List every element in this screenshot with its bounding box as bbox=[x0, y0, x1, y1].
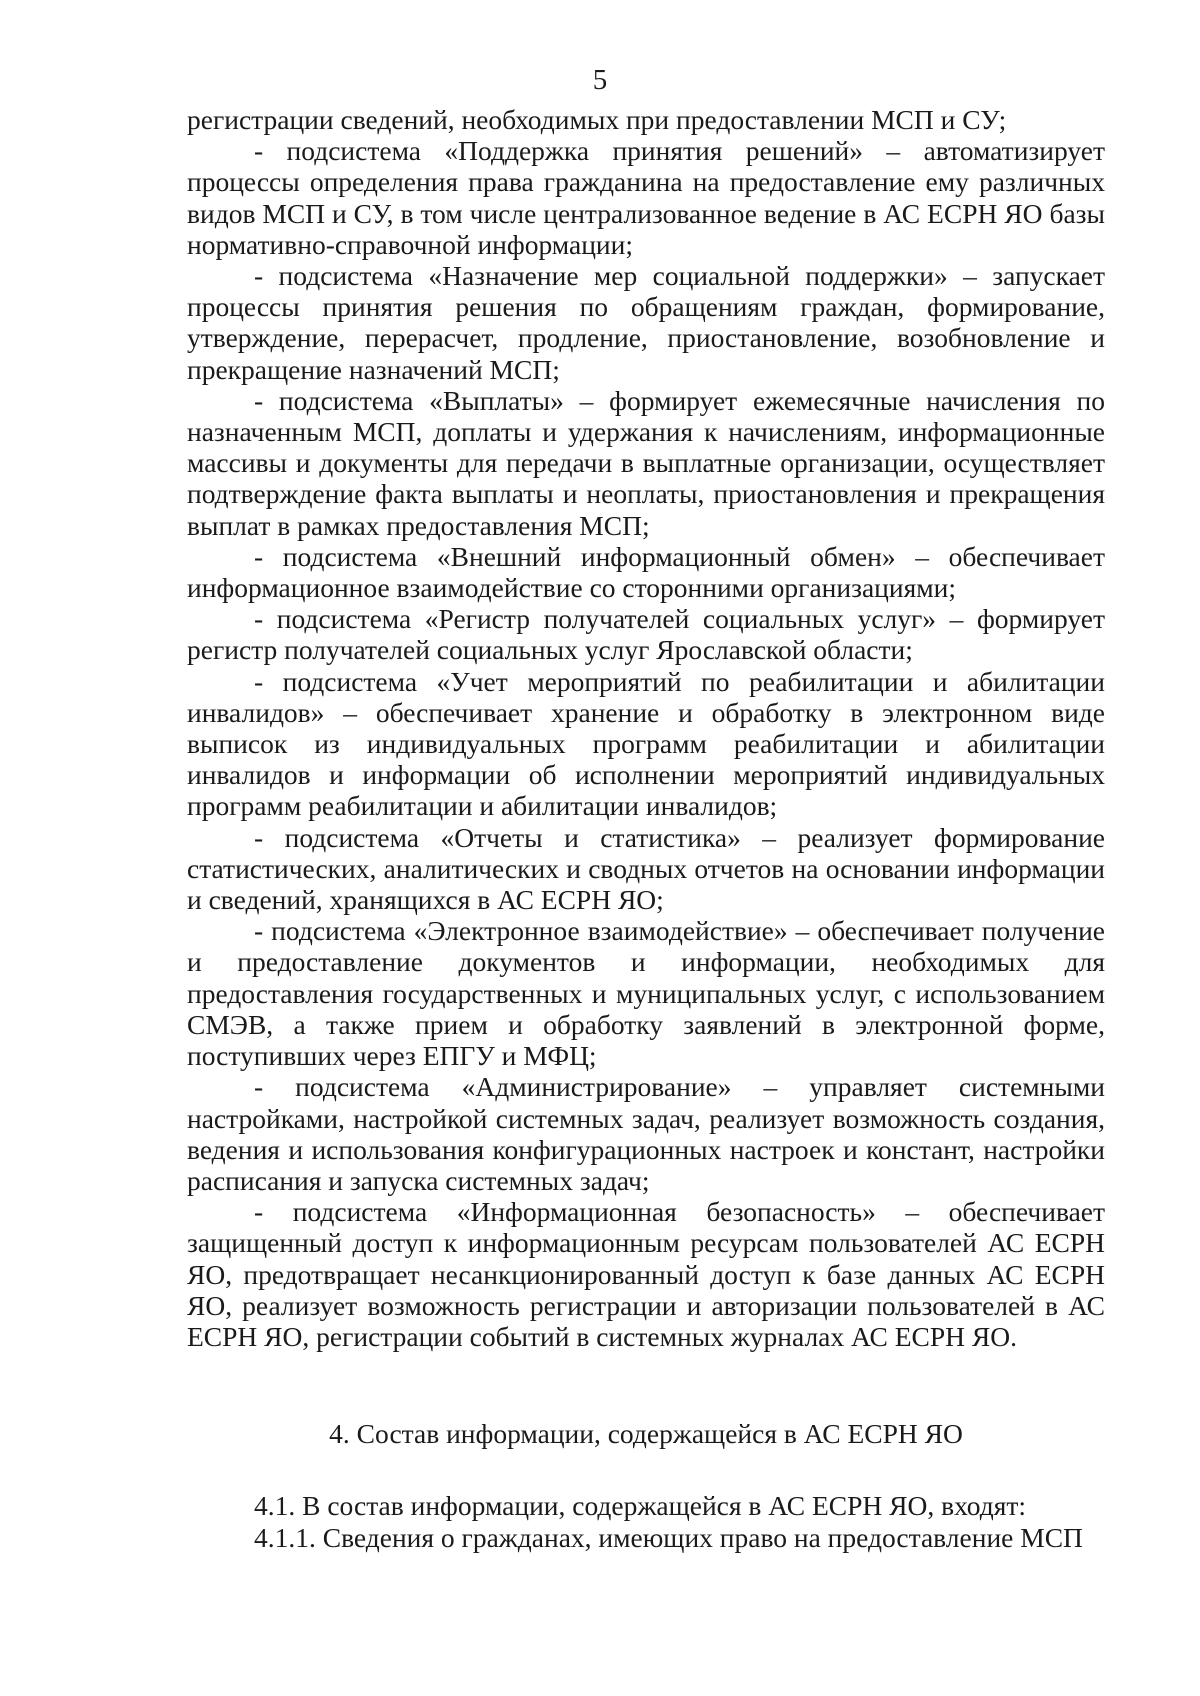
bullet-reports: - подсистема «Отчеты и статистика» – реализует формирование статистических, аналитических и сводных отчетов на основании информации и сведений, хранящихся в АС ЕСРН ЯО; bbox=[187, 821, 1105, 916]
page-number: 5 bbox=[592, 64, 608, 96]
sub-item-4-1-1: 4.1.1. Сведения о гражданах, имеющих право на предоставление МСП bbox=[254, 1521, 1083, 1553]
bullet-rehabilitation: - подсистема «Учет мероприятий по реабилитации и абилитации инвалидов» – обеспечивает хранение и обработку в электронном виде выписок из индивидуальных программ реабилитации и абилитации инвалидов и информации об исполнении мероприятий индивидуальных программ реабилитации и абилитации инвалидов; bbox=[187, 665, 1105, 822]
bullet-administration: - подсистема «Администрирование» – управляет системными настройками, настройкой системных задач, реализует возможность создания, ведения и использования конфигурационных настроек и констант, настройки расписания и запуска системных задач; bbox=[187, 1071, 1105, 1196]
sub-item-4-1: 4.1. В состав информации, содержащейся в АС ЕСРН ЯО, входят: bbox=[254, 1490, 1027, 1521]
section-heading: 4. Состав информации, содержащейся в АС ЕСРН ЯО bbox=[329, 1418, 963, 1449]
intro-paragraph: регистрации сведений, необходимых при предоставлении МСП и СУ; bbox=[187, 104, 1007, 135]
bullet-recipients-register: - подсистема «Регистр получателей социальных услуг» – формирует регистр получателей социальных услуг Ярославской области; bbox=[187, 603, 1105, 666]
body-text bbox=[187, 104, 1105, 1352]
bullet-information-security: - подсистема «Информационная безопасность» – обеспечивает защищенный доступ к информационным ресурсам пользователей АС ЕСРН ЯО, предотвращает несанкционированный доступ к базе данных АС ЕСРН ЯО, реализует возможность регистрации и авторизации пользователей в АС ЕСРН ЯО, регистрации событий в системных журналах АС ЕСРН ЯО. bbox=[187, 1196, 1105, 1352]
bullet-payments: - подсистема «Выплаты» – формирует ежемесячные начисления по назначенным МСП, доплаты и удержания к начислениям, информационные массивы и документы для передачи в выплатные организации, осуществляет подтверждение факта выплаты и неоплаты, приостановления и прекращения выплат в рамках предоставления МСП; bbox=[187, 384, 1105, 541]
sub-items bbox=[187, 1490, 1105, 1553]
bullet-decision-support: - подсистема «Поддержка принятия решений» – автоматизирует процессы определения права гражданина на предоставление ему различных видов МСП и СУ, в том числе централизованное ведение в АС ЕСРН ЯО базы нормативно-справочной информации; bbox=[187, 135, 1105, 260]
bullet-social-support-assignment: - подсистема «Назначение мер социальной поддержки» – запускает процессы принятия решения по обращениям граждан, формирование, утверждение, перерасчет, продление, приостановление, возобновление и прекращение назначений МСП; bbox=[187, 260, 1105, 385]
bullet-electronic-interaction: - подсистема «Электронное взаимодействие» – обеспечивает получение и предоставление документов и информации, необходимых для предоставления государственных и муниципальных услуг, с использованием СМЭВ, а также прием и обработку заявлений в электронной форме, поступивших через ЕПГУ и МФЦ; bbox=[187, 915, 1105, 1072]
bullet-external-exchange: - подсистема «Внешний информационный обмен» – обеспечивает информационное взаимодействие со сторонними организациями; bbox=[187, 540, 1105, 604]
